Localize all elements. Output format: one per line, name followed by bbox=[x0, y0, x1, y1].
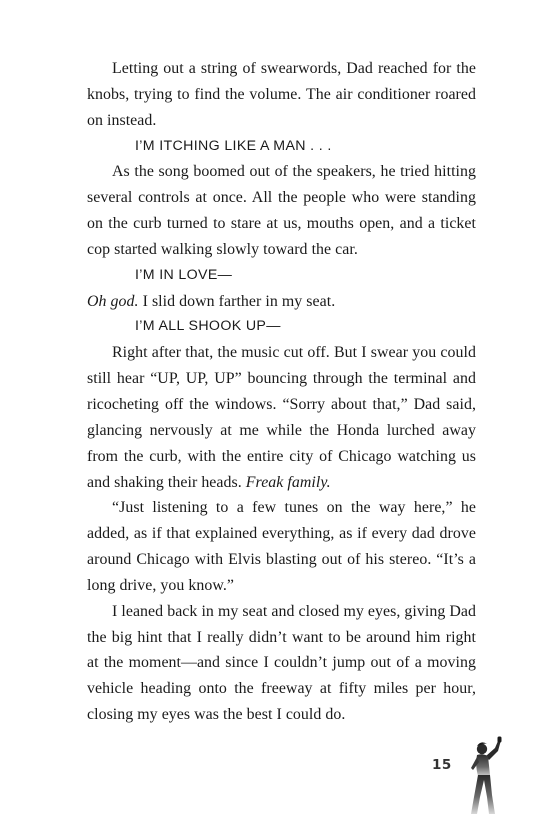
paragraph-4-italic: Freak family. bbox=[245, 473, 331, 491]
paragraph-6: I leaned back in my seat and closed my eyes, giving Dad the big hint that I really didn’t want to be around him right at the moment—and since I couldn’t jump out of a moving vehicle heading onto the freeway at fifty miles per hour, closing my eyes was the best I could do. bbox=[87, 602, 476, 724]
paragraph-4 bbox=[87, 340, 476, 495]
paragraph-5: “Just listening to a few tunes on the way here,” he added, as if that explained everything, as if every dad drove around Chicago with Elvis blasting out of his stereo. “It’s a long drive, you know.” bbox=[87, 499, 476, 594]
paragraph-3-text: I slid down farther in my seat. bbox=[138, 292, 336, 310]
body-text bbox=[87, 56, 476, 728]
paragraph-4-text: Right after that, the music cut off. But I swear you could still hear “UP, UP, UP” bouncing through the terminal and ricocheting off the windows. “Sorry about that,” Dad said, glancing nervously at me while the Honda lurched away from the curb, with the entire city of Chicago watching us and shaking their heads. bbox=[87, 344, 476, 491]
lyric-line-2: I’M IN LOVE— bbox=[135, 266, 233, 283]
lyric-line-1: I’M ITCHING LIKE A MAN . . . bbox=[135, 137, 332, 154]
paragraph-3-italic: Oh god. bbox=[87, 292, 139, 310]
paragraph-1: Letting out a string of swearwords, Dad reached for the knobs, trying to find the volume. The air conditioner roared on instead. bbox=[87, 60, 476, 129]
paragraph-2: As the song boomed out of the speakers, he tried hitting several controls at once. All the people who were standing on the curb turned to stare at us, mouths open, and a ticket cop started walking slowly toward the car. bbox=[87, 163, 476, 258]
dancing-figure-silhouette-icon bbox=[468, 735, 512, 815]
lyric-line-3: I’M ALL SHOOK UP— bbox=[135, 318, 281, 335]
page-number: 15 bbox=[432, 757, 452, 773]
paragraph-3 bbox=[87, 289, 476, 315]
